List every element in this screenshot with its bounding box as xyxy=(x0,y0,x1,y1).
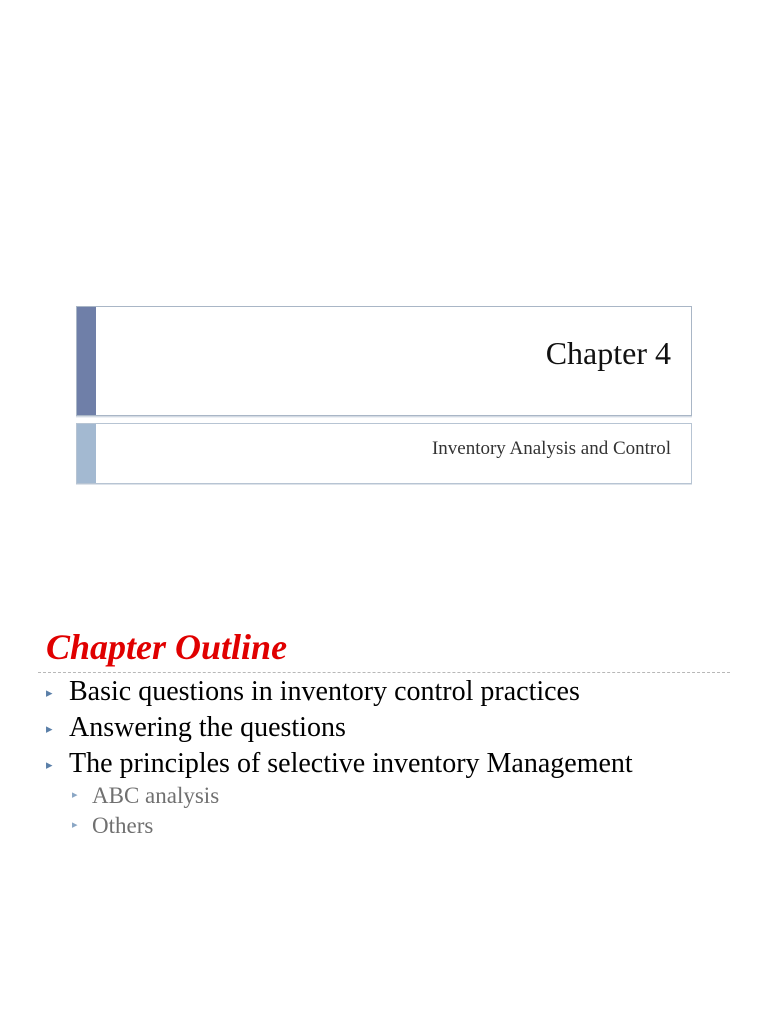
heading-divider xyxy=(38,672,730,673)
sub-bullet-item xyxy=(69,811,744,841)
sub-bullet-item xyxy=(69,781,744,811)
sub-bullet-text: ABC analysis xyxy=(92,783,220,808)
outline-bullet-list xyxy=(44,677,744,847)
sub-bullet-list xyxy=(69,781,744,841)
outline-heading: Chapter Outline xyxy=(46,627,288,667)
title-accent-bar xyxy=(77,307,96,415)
bullet-text: Basic questions in inventory control practices xyxy=(69,676,580,707)
bullet-text: The principles of selective inventory Management xyxy=(69,748,633,779)
bullet-text: Answering the questions xyxy=(69,712,346,743)
bullet-arrow-icon: ▸ xyxy=(46,685,53,700)
bullet-arrow-icon: ▸ xyxy=(46,757,53,772)
bullet-item xyxy=(44,713,744,743)
bullet-item xyxy=(44,749,744,841)
sub-bullet-arrow-icon: ▸ xyxy=(72,789,78,801)
subtitle-accent-bar xyxy=(77,424,96,483)
slide-subtitle: Inventory Analysis and Control xyxy=(431,438,671,459)
sub-bullet-text: Others xyxy=(92,813,154,838)
bullet-arrow-icon: ▸ xyxy=(46,721,53,736)
sub-bullet-arrow-icon: ▸ xyxy=(72,819,78,831)
slide-title: Chapter 4 xyxy=(545,335,671,371)
subtitle-box xyxy=(76,423,692,484)
title-box xyxy=(76,306,692,416)
outline-slide xyxy=(0,576,768,1024)
bullet-item xyxy=(44,677,744,707)
